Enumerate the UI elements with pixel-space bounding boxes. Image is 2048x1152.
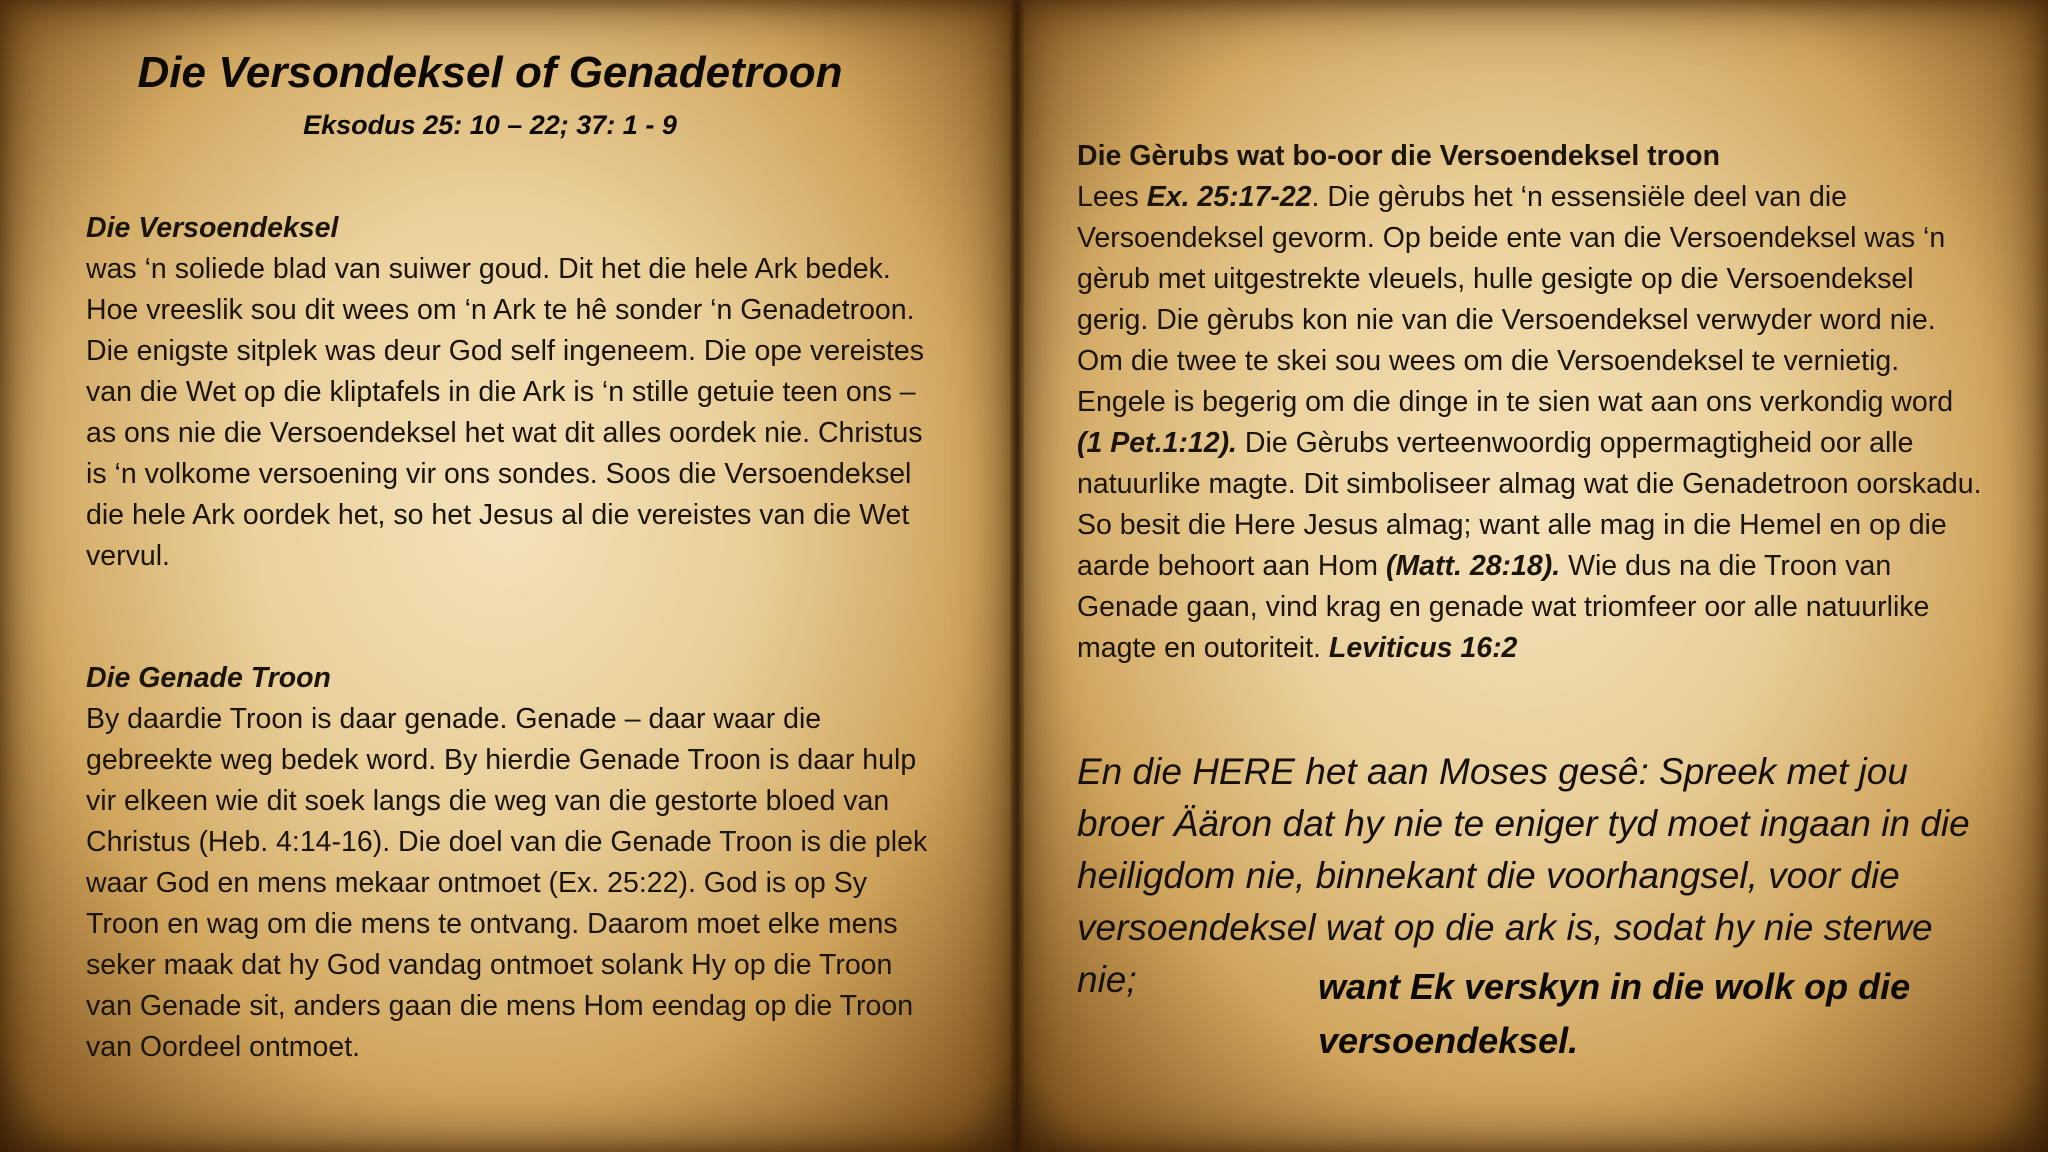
section-heading-gerubs: Die Gèrubs wat bo-oor die Versoendeksel troon	[1077, 140, 1720, 172]
page-divider	[1010, 0, 1024, 1152]
section-versoendeksel	[86, 208, 926, 577]
scripture-ref: Leviticus 16:2	[1328, 632, 1518, 664]
body-text: Wie dus na die Troon van Genade gaan, vind krag en genade wat triomfeer oor alle natuurlike magte en outoriteit.	[1077, 550, 1930, 664]
scripture-ref: (Matt. 28:18).	[1385, 550, 1561, 582]
scripture-quote-emphasis: want Ek verskyn in die wolk op die versoendeksel.	[1318, 966, 1911, 1061]
body-text: Lees	[1077, 181, 1147, 213]
scripture-quote: En die HERE het aan Moses gesê: Spreek met jou broer Ääron dat hy nie te eniger tyd moet ingaan in die heiligdom nie, binnekant die voorhangsel, voor die versoendeksel wat op die ark is, sodat hy nie sterwe nie;	[1077, 751, 1970, 1000]
section-body-versoendeksel: was ‘n soliede blad van suiwer goud. Dit het die hele Ark bedek. Hoe vreeslik sou dit wees om ‘n Ark te hê sonder ‘n Genadetroon. Die enigste sitplek was deur God self ingeneem. Die ope vereistes van die Wet op die kliptafels in die Ark is ‘n stille getuie teen ons – as ons nie die Versoendeksel het wat dit alles oordek nie. Christus is ‘n volkome versoening vir ons sondes. Soos die Versoendeksel die hele Ark oordek het, so het Jesus al die vereistes van die Wet vervul.	[86, 253, 925, 572]
section-gerubs	[1077, 136, 1982, 669]
section-body-gerubs	[1077, 177, 1982, 669]
scripture-reference: Eksodus 25: 10 – 22; 37: 1 - 9	[303, 110, 677, 140]
page-title: Die Versondeksel of Genadetroon	[137, 48, 843, 97]
scripture-ref: Ex. 25:17-22	[1146, 181, 1312, 213]
section-body-genade-troon: By daardie Troon is daar genade. Genade – daar waar die gebreekte weg bedek word. By hierdie Genade Troon is daar hulp vir elkeen wie dit soek langs die weg van die gestorte bloed van Christus (Heb. 4:14-16). Die doel van die Genade Troon is die plek waar God en mens mekaar ontmoet (Ex. 25:22). God is op Sy Troon en wag om die mens te ontvang. Daarom moet elke mens seker maak dat hy God vandag ontmoet solank Hy op die Troon van Genade sit, anders gaan die mens Hom eendag op die Troon van Oordeel ontmoet.	[86, 703, 928, 1063]
body-text: . Die gèrubs het ‘n essensiële deel van die Versoendeksel gevorm. Op beide ente van die Versoendeksel was ‘n gèrub met uitgestrekte vleuels, hulle gesigte op die Versoendeksel gerig. Die gèrubs kon nie van die Versoendeksel verwyder word nie. Om die twee te skei sou wees om die Versoendeksel te vernietig. Engele is begerig om die dinge in te sien wat aan ons verkondig word	[1077, 181, 1954, 418]
scripture-ref: (1 Pet.1:12).	[1077, 427, 1237, 459]
section-genade-troon	[86, 658, 936, 1068]
section-heading-versoendeksel: Die Versoendeksel	[86, 212, 339, 244]
section-heading-genade-troon: Die Genade Troon	[86, 662, 331, 694]
body-text: Die Gèrubs verteenwoordig oppermagtigheid oor alle natuurlike magte. Dit simboliseer almag wat die Genadetroon oorskadu. So besit die Here Jesus almag; want alle mag in die Hemel en op die aarde behoort aan Hom	[1077, 427, 1982, 582]
